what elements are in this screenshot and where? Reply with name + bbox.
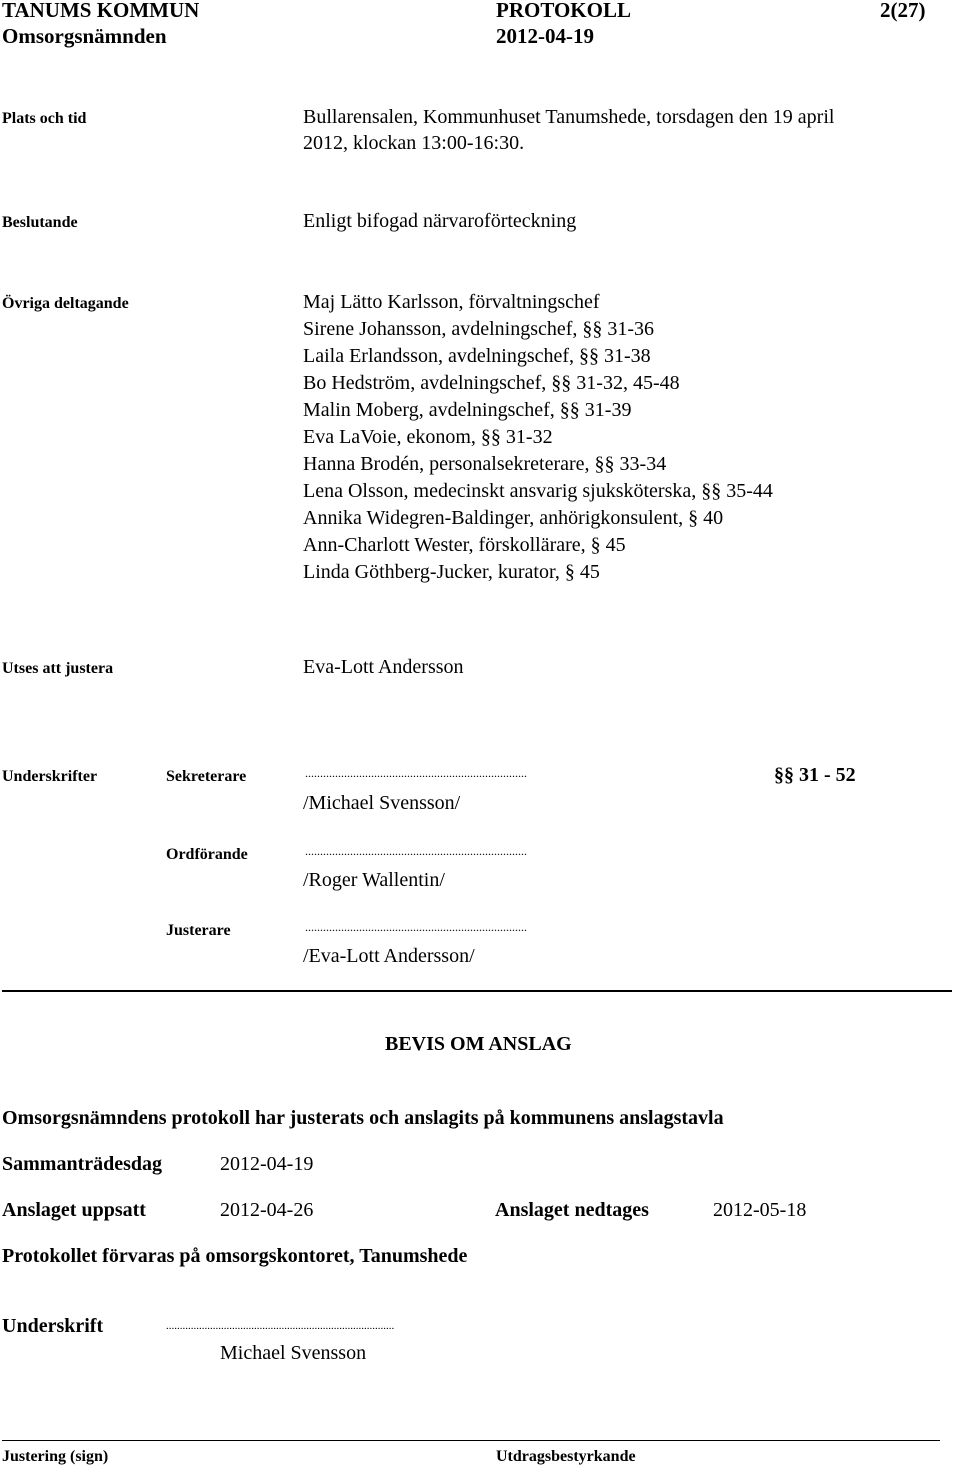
signature-dots: ................................................................................... (166, 1320, 395, 1332)
participant-item: Malin Moberg, avdelningschef, §§ 31-39 (303, 399, 632, 421)
header-committee: Omsorgsnämnden (2, 24, 167, 48)
removed-label: Anslaget nedtages (495, 1199, 649, 1221)
posted-date: 2012-04-26 (220, 1199, 314, 1221)
participant-item: Lena Olsson, medecinskt ansvarig sjuksköterska, §§ 35-44 (303, 480, 773, 502)
signature-label: Underskrift (2, 1315, 104, 1337)
place-time-line1: Bullarensalen, Kommunhuset Tanumshede, torsdagen den 19 april (303, 106, 835, 128)
chair-name: /Roger Wallentin/ (303, 869, 445, 891)
section-divider (2, 990, 952, 992)
adjuster-label: Utses att justera (2, 660, 114, 677)
participant-item: Linda Göthberg-Jucker, kurator, § 45 (303, 561, 600, 583)
header-date: 2012-04-19 (496, 24, 594, 48)
meeting-date-value: 2012-04-19 (220, 1153, 314, 1175)
footer-left: Justering (sign) (2, 1448, 109, 1465)
decision-makers-label: Beslutande (2, 214, 78, 231)
adjuster-value: Eva-Lott Andersson (303, 656, 464, 678)
participant-item: Hanna Brodén, personalsekreterare, §§ 33-34 (303, 453, 667, 475)
footer-divider (2, 1440, 940, 1441)
header-doc-type: PROTOKOLL (496, 0, 631, 22)
secretary-role: Sekreterare (166, 768, 247, 785)
signatures-label: Underskrifter (2, 768, 98, 785)
adjuster-role: Justerare (166, 922, 231, 939)
chair-signature-dots: .......................................................................... (305, 844, 527, 858)
signature-name: Michael Svensson (220, 1342, 367, 1364)
participant-item: Sirene Johansson, avdelningschef, §§ 31-36 (303, 318, 655, 340)
participant-item: Eva LaVoie, ekonom, §§ 31-32 (303, 426, 553, 448)
participant-item: Laila Erlandsson, avdelningschef, §§ 31-38 (303, 345, 651, 367)
participant-item: Ann-Charlott Wester, förskollärare, § 45 (303, 534, 626, 556)
chair-role: Ordförande (166, 846, 248, 863)
secretary-paragraphs: §§ 31 - 52 (774, 764, 856, 786)
adjuster-signature-dots: .......................................................................... (305, 920, 527, 934)
secretary-name: /Michael Svensson/ (303, 792, 461, 814)
participants-label: Övriga deltagande (2, 295, 129, 312)
header-org: TANUMS KOMMUN (2, 0, 200, 22)
storage-statement: Protokollet förvaras på omsorgskontoret, Tanumshede (2, 1245, 468, 1267)
place-time-line2: 2012, klockan 13:00-16:30. (303, 132, 525, 154)
adjuster-name: /Eva-Lott Andersson/ (303, 945, 475, 967)
decision-makers-value: Enligt bifogad närvaroförteckning (303, 210, 577, 232)
posted-label: Anslaget uppsatt (2, 1199, 146, 1221)
participant-item: Maj Lätto Karlsson, förvaltningschef (303, 291, 600, 313)
notice-title: BEVIS OM ANSLAG (385, 1033, 572, 1055)
place-time-label: Plats och tid (2, 110, 87, 127)
participant-item: Annika Widegren-Baldinger, anhörigkonsulent, § 40 (303, 507, 724, 529)
removed-date: 2012-05-18 (713, 1199, 807, 1221)
meeting-date-label: Sammanträdesdag (2, 1153, 163, 1175)
notice-statement: Omsorgsnämndens protokoll har justerats och anslagits på kommunens anslagstavla (2, 1107, 724, 1129)
secretary-signature-dots: .......................................................................... (305, 766, 527, 780)
participant-item: Bo Hedström, avdelningschef, §§ 31-32, 45-48 (303, 372, 680, 394)
footer-right: Utdragsbestyrkande (496, 1448, 636, 1465)
header-page-number: 2(27) (880, 0, 926, 22)
